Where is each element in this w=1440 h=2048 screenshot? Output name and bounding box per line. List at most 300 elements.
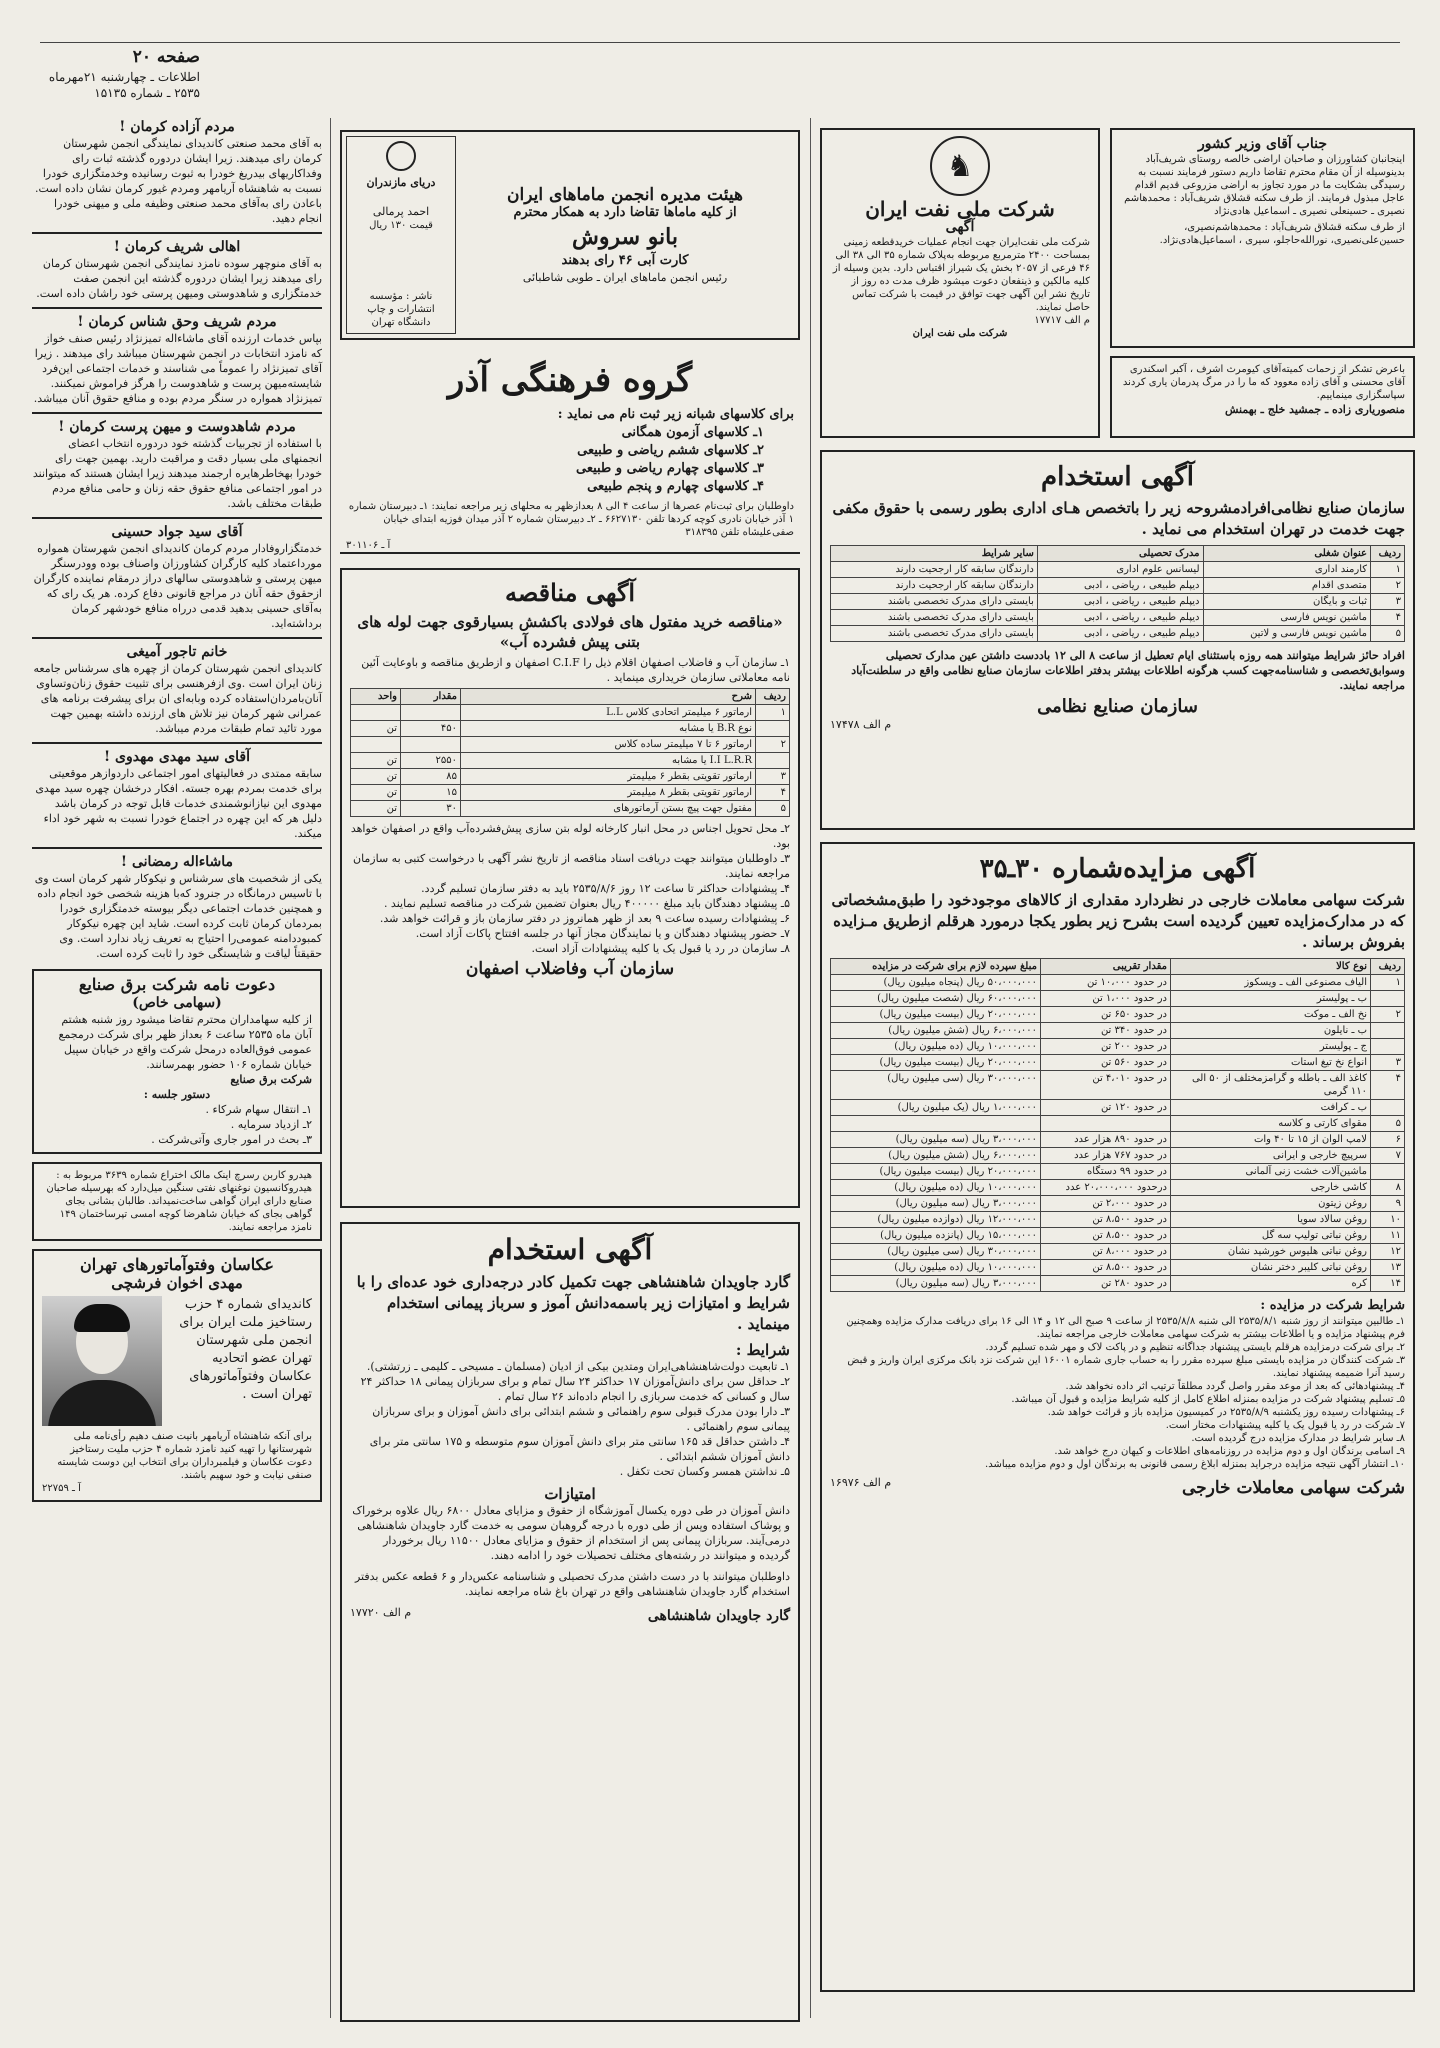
table-cell: در حدود ۷۶۷ هزار عدد bbox=[1041, 1148, 1171, 1164]
table-cell: در حدود ۲۸۰ تن bbox=[1041, 1276, 1171, 1292]
midwives-signer: رئیس انجمن ماماهای ایران ـ طوبی شاطبائی bbox=[522, 270, 728, 284]
ad-1-body: به آقای محمد صنعتی کاندیدای نمایندگی انجمن شهرستان کرمان رای میدهند. زیرا ایشان دردوره گذشته ثبات رای وفداکاریهای بیدریغ خودرا به ثبوت رسانیده وخدمتگزاری خودرا نسبت به شاهنشاه آریامهر ومردم غیور کرمان نشان داده است. باعادن رای به‌آقای محمد صنعتی وظیفه ملی و میهنی خودرا انجام دهید. bbox=[34, 137, 322, 225]
table-row bbox=[831, 991, 1405, 1007]
hire-col-header: عنوان شغلی bbox=[1203, 546, 1371, 562]
tender-clause: ۴ـ پیشنهادات حداکثر تا ساعت ۱۲ روز ۲۵۳۵/۸/۶ باید به دفتر سازمان تسلیم گردد. bbox=[421, 882, 790, 895]
table-row bbox=[831, 1039, 1405, 1055]
table-cell: متصدی اقدام bbox=[1203, 578, 1371, 594]
tender-body: ۱ـ سازمان آب و فاضلاب اصفهان اقلام ذیل را C.I.F اصفهان و ازطریق مناقصه و باوعایت آئین نامه معاملاتی سازمان خریداری مینماید . bbox=[361, 656, 790, 684]
portrait-shoulders bbox=[48, 1380, 156, 1426]
minister-title: جناب آقای وزیر کشور bbox=[1197, 136, 1328, 152]
table-cell: ۴ bbox=[1371, 610, 1405, 626]
midwives-candidate: بانو سروش bbox=[571, 223, 679, 250]
auction-col-header: ردیف bbox=[1371, 959, 1405, 975]
azar-item: ۴ـ کلاسهای چهارم و پنجم طبیعی bbox=[587, 479, 764, 494]
ad-1 bbox=[32, 118, 322, 226]
table-cell: بایستی دارای مدرک تخصصی باشند bbox=[831, 626, 1038, 642]
candidate-portrait bbox=[42, 1296, 162, 1426]
table-row bbox=[351, 753, 790, 769]
table-cell bbox=[1371, 991, 1405, 1007]
table-cell: ۳۰،۰۰۰،۰۰۰ ریال (سی میلیون ریال) bbox=[831, 1071, 1041, 1100]
auction-cond: ۶ـ پیشنهادات رسیده روز یکشنبه ۲۵۳۵/۸/۹ در کمیسیون مزایده باز و قرائت خواهد شد. bbox=[1047, 1407, 1405, 1418]
ad-2-body: به آقای منوچهر سوده نامزد نمایندگی انجمن شهرستان کرمان رای میدهند زیرا ایشان دردوره گذشته این انجمن صفت خدمتگزاری و شاهدوستی ومیهن پرستی خود راشان داده است. bbox=[36, 257, 322, 300]
ad-2 bbox=[32, 238, 322, 301]
table-cell: در حدود ۸،۰۰۰ تن bbox=[1041, 1244, 1171, 1260]
table-cell bbox=[1371, 1023, 1405, 1039]
table-cell: دیپلم طبیعی ، ریاضی ، ادبی bbox=[1037, 626, 1203, 642]
ad-4-title: مردم شاهدوست و میهن پرست کرمان ! bbox=[58, 419, 296, 435]
table-cell: ۲۰،۰۰۰،۰۰۰ ریال (بیست میلیون ریال) bbox=[831, 1007, 1041, 1023]
table-cell bbox=[1371, 1164, 1405, 1180]
midwives-ad bbox=[456, 136, 794, 334]
table-cell bbox=[351, 705, 401, 721]
auction-conds bbox=[830, 1315, 1405, 1471]
auction-cond-title: شرایط شرکت در مزایده : bbox=[1260, 1298, 1405, 1313]
table-row bbox=[831, 1023, 1405, 1039]
table-row bbox=[831, 610, 1405, 626]
table-cell: ۳ bbox=[1371, 1055, 1405, 1071]
table-cell: ۴ bbox=[1371, 1071, 1405, 1100]
military-hire-title: آگهی استخدام bbox=[1041, 462, 1194, 492]
auction-col-header: نوع کالا bbox=[1171, 959, 1371, 975]
hire-col-header: سایر شرایط bbox=[831, 546, 1038, 562]
table-cell: انواع نخ تیغ استات bbox=[1171, 1055, 1371, 1071]
guard-cond: ۱ـ تابعیت دولت‌شاهنشاهی‌ایران ومتدین بیکی از ادیان (مسلمان ـ مسیحی ـ کلیمی ـ زرتشتی). bbox=[366, 1360, 790, 1373]
table-cell: ۸۵ bbox=[401, 769, 461, 785]
table-cell: ۶،۰۰۰،۰۰۰ ریال (شش میلیون ریال) bbox=[831, 1148, 1041, 1164]
table-cell: در حدود ۱۰،۰۰۰ تن bbox=[1041, 975, 1171, 991]
tender-table bbox=[350, 688, 790, 817]
table-cell: لیسانس علوم اداری bbox=[1037, 562, 1203, 578]
right-column bbox=[820, 128, 1415, 2018]
book-emblem-icon bbox=[386, 141, 416, 171]
table-cell: ۱۴ bbox=[1371, 1276, 1405, 1292]
table-cell: در حدود ۱۲۰ تن bbox=[1041, 1100, 1171, 1116]
ad-3-title: مردم شریف وحق شناس کرمان ! bbox=[77, 314, 277, 330]
divider bbox=[32, 412, 322, 414]
table-cell: در حدود ۸۹۰ هزار عدد bbox=[1041, 1132, 1171, 1148]
tender-subject: «مناقصه خرید مفتول های فولادی باکشش بسیارقوی جهت لوله های بتنی پیش فشرده آب» bbox=[357, 613, 783, 651]
table-cell: ج ـ پولیستر bbox=[1171, 1039, 1371, 1055]
table-cell: ارماتور ۶ تا ۷ میلیمتر ساده کلاس bbox=[461, 737, 756, 753]
table-row bbox=[831, 562, 1405, 578]
divider bbox=[32, 517, 322, 519]
nioc-signer: شرکت ملی نفت ایران bbox=[912, 328, 1008, 339]
invitation-notice bbox=[32, 969, 322, 1154]
invitation-subtitle: (سهامی خاص) bbox=[132, 995, 222, 1011]
table-row bbox=[831, 1180, 1405, 1196]
table-cell: در حدود ۲،۰۰۰ تن bbox=[1041, 1196, 1171, 1212]
tender-col-header: واحد bbox=[351, 689, 401, 705]
table-cell: در حدود ۶۵۰ تن bbox=[1041, 1007, 1171, 1023]
photographer-ad bbox=[32, 1249, 322, 1502]
guard-perks-title: امتیازات bbox=[544, 1485, 596, 1503]
table-cell: ۱ bbox=[1371, 975, 1405, 991]
minister-letter bbox=[1110, 128, 1415, 348]
tender-ad bbox=[340, 568, 800, 1208]
column-rule bbox=[810, 118, 811, 2018]
ad-1-title: مردم آزاده کرمان ! bbox=[119, 119, 235, 135]
table-cell: ۵ bbox=[1371, 1116, 1405, 1132]
table-cell: دیپلم طبیعی ، ریاضی ، ادبی bbox=[1037, 578, 1203, 594]
ad-7-body: سابقه ممتدی در فعالیتهای امور اجتماعی داردوازهر موقعیتی برای خدمت بمردم بهره جسته. افکار درخشان چهره سید مهدی مهدوی این نیازانوشمندی خدمات قابل توجه در کرمان باشد دلیل هر که این چهره در اجتماع خودرا نسبت به شهر خود اداء میکند. bbox=[35, 767, 322, 840]
table-cell: روغن سالاد سویا bbox=[1171, 1212, 1371, 1228]
table-row bbox=[351, 769, 790, 785]
table-cell: ۸ bbox=[1371, 1180, 1405, 1196]
thanks-signer: منصوریاری زاده ـ جمشید خلج ـ بهمنش bbox=[1225, 403, 1405, 416]
table-row bbox=[831, 578, 1405, 594]
military-hire-footer: افراد حائز شرایط میتوانند همه روزه باستثنای ایام تعطیل از ساعت ۸ الی ۱۲ باددست داشتن عین مدارک تحصیلی وسوابق‌تخصصی و شناسنامه‌جهت کسب هرگونه اطلاعات بیشتر بدفتر اطلاعات سازمان صنایع نظامی واقع در سلطنت‌آباد مراجعه نمایند. bbox=[851, 649, 1405, 692]
book-publisher: ناشر : مؤسسه انتشارات و چاپ دانشگاه تهران bbox=[367, 291, 435, 328]
ad-4-body: با استفاده از تجربیات گذشته خود دردوره انتخاب اعضای انجمنهای ملی بسیار دقت و مراقبت دارید. بهمین جهت رای خودرا بهخاطرهایره ارجمند میدهند زیرا ایشان هستند که میتوانند در امور اجتماعی منافع حقوق حقه زنان و حامی منافع مردم طبقات مختلف باشد. bbox=[32, 437, 322, 510]
table-row bbox=[831, 1196, 1405, 1212]
table-cell: ماشین نویس فارسی bbox=[1203, 610, 1371, 626]
table-cell bbox=[1371, 1100, 1405, 1116]
tender-col-header: مقدار bbox=[401, 689, 461, 705]
table-cell: ۲ bbox=[756, 737, 790, 753]
invitation-body: از کلیه سهامداران محترم تقاضا میشود روز شنبه هشتم آبان ماه ۲۵۳۵ ساعت ۶ بعداز ظهر برای شرکت درمجمع عمومی فوق‌العاده درمحل شرکت واقع در خیابان سپیل خیابان شماره ۱۰۶ حضور بهمرسانند. bbox=[58, 1013, 312, 1071]
table-cell: کاشی خارجی bbox=[1171, 1180, 1371, 1196]
photo-ad-body: کاندیدای شماره ۴ حزب رستاخیز ملت ایران برای انجمن ملی شهرستان تهران عضو اتحادیه عکاسان وفتوآماتورهای تهران است . bbox=[179, 1297, 312, 1402]
ad-6-title: خانم تاجور آمیغی bbox=[126, 644, 228, 660]
table-cell bbox=[1041, 1116, 1171, 1132]
divider bbox=[32, 307, 322, 309]
auction-cond: ۲ـ برای شرکت درمزایده هرقلم بایستی پیشنهاد جداگانه تنظیم و در پاکت لاک و مهر شده تسلیم گردد. bbox=[985, 1342, 1405, 1353]
auction-cond: ۸ـ سایر شرایط در مدارک مزایده درج گردیده است. bbox=[1191, 1433, 1405, 1444]
table-row bbox=[831, 626, 1405, 642]
ad-8 bbox=[32, 853, 322, 961]
thanks-body: باعرض تشکر از زحمات کمیته‌آقای کیومرث اشرف ، آکبر اسکندری‌ آقای محسنی و آقای زاده معوود که ما را در مرگ پدرمان یاری کردند سپاسگزاری مینماییم. bbox=[1122, 364, 1405, 401]
table-cell: ۹ bbox=[1371, 1196, 1405, 1212]
guard-cond: ۲ـ حداقل سن برای دانش‌آموزان ۱۷ حداکثر ۲۴ سال تمام و برای سربازان پیمانی ۱۸ حداکثر ۲۴ سال و کسانی که خدمت سربازی را انجام داده‌اند ۲۶ سال تمام . bbox=[360, 1375, 790, 1403]
table-cell: دیپلم طبیعی ، ریاضی ، ادبی bbox=[1037, 610, 1203, 626]
page-number: صفحه ۲۰ bbox=[132, 47, 200, 67]
table-cell: ۴ bbox=[756, 785, 790, 801]
photo-ad-code: آ ـ ۲۲۷۵۹ bbox=[42, 1483, 81, 1494]
ad-3 bbox=[32, 313, 322, 406]
tender-clause: ۳ـ داوطلبان میتوانند جهت دریافت اسناد مناقصه از تاریخ نشر آگهی با درخواست کتبی به سازمان مراجعه نمایند. bbox=[352, 852, 790, 880]
table-cell: ب ـ نایلون bbox=[1171, 1023, 1371, 1039]
left-column bbox=[32, 118, 322, 2018]
table-cell: ارماتور تقویتی بقطر ۶ میلیمتر bbox=[461, 769, 756, 785]
minister-body2: از طرف سکنه قشلاق شریف‌آباد : محمدهاشم‌نصیری، حسین‌علی‌نصیری، نورالله‌حاجلو، سیری ، اسماعیل‌هادی‌نژاد. bbox=[1159, 222, 1405, 246]
table-cell: ۱۳ bbox=[1371, 1260, 1405, 1276]
thanks-notice bbox=[1110, 356, 1415, 438]
table-row bbox=[351, 721, 790, 737]
table-cell: ۲ bbox=[1371, 1007, 1405, 1023]
table-row bbox=[831, 1228, 1405, 1244]
photo-ad-footer: برای آنکه شاهنشاه آریامهر بانیت صنف دهیم رأی‌نامه ملی شهرستانها را تهیه کنید نامزد شماره ۴ حزب ملیت رستاخیز دعوت عکاسان و فیلمبرداران برای انتخاب این دوست شایسته صنفی نیابت و خود سهیم باشند. bbox=[57, 1431, 312, 1481]
table-cell: ۶ bbox=[1371, 1132, 1405, 1148]
table-cell: ۳۰ bbox=[401, 801, 461, 817]
hire-col-header: ردیف bbox=[1371, 546, 1405, 562]
nioc-body: شرکت ملی نفت‌ایران جهت انجام عملیات خریدقطعه زمینی بمساحت ۲۴۰۰ مترمربع مربوطه به‌پلاک شماره ۳۵ الی ۳۸ الی ۴۶ فرعی از ۲۰۵۷ بخش یک شیراز اقتباس دارد. بدین وسیله از کلیه مالکین و ذینفعان دعوت میشود ظرف مدت ده روز از تاریخ نشر این آگهی جهت توافق در قیمت با شرکت تماس حاصل نمایند. bbox=[832, 237, 1090, 313]
table-cell: ۵ bbox=[1371, 626, 1405, 642]
auction-col-header: مبلغ سپرده لازم برای شرکت در مزایده bbox=[831, 959, 1041, 975]
table-cell: ب ـ پولیستر bbox=[1171, 991, 1371, 1007]
table-cell: ۱ bbox=[756, 705, 790, 721]
table-cell: ب ـ کرافت bbox=[1171, 1100, 1371, 1116]
table-cell: ۲ bbox=[1371, 578, 1405, 594]
table-cell: دارندگان سابقه کار ارجحیت دارند bbox=[831, 578, 1038, 594]
table-row bbox=[831, 1132, 1405, 1148]
guard-note: داوطلبان میتوانند با در دست داشتن مدرک تحصیلی و شناسنامه عکس‌دار و ۶ قطعه عکس بدفتر استخدام گارد جاویدان شاهنشاهی واقع در تهران باغ شاه مراجعه نمایند. bbox=[354, 1570, 790, 1598]
table-cell: در حدود ۸،۵۰۰ تن bbox=[1041, 1212, 1171, 1228]
table-cell: در حدود ۱،۰۰۰ تن bbox=[1041, 991, 1171, 1007]
azar-footer: داوطلبان برای ثبت‌نام عصرها از ساعت ۴ الی ۸ بعدازظهر به محلهای زیر مراجعه نمایند: ۱ـ دبیرستان شماره ۱ آذر خیابان نادری کوچه کردها تلفن ۶۶۲۷۱۳۰ ـ ۲ـ دبیرستان شماره ۲ آذر میدان فوزیه ابتدای خیابان صفی‌علیشاه تلفن ۳۱۸۳۹۵ bbox=[348, 501, 794, 538]
ad-7-title: آقای سید مهدی مهدوی ! bbox=[103, 749, 251, 765]
midwives-body2: کارت آبی ۴۶ رای بدهند bbox=[561, 252, 689, 268]
table-cell: درحدود ۲۰،۰۰۰،۰۰۰ عدد bbox=[1041, 1180, 1171, 1196]
table-cell: در حدود ۵۶۰ تن bbox=[1041, 1055, 1171, 1071]
table-row bbox=[831, 1212, 1405, 1228]
table-cell: ۱۰،۰۰۰،۰۰۰ ریال (ده میلیون ریال) bbox=[831, 1180, 1041, 1196]
agenda-item: ۲ـ ازدیاد سرمایه . bbox=[230, 1118, 312, 1131]
photo-ad-name: مهدی اخوان فرشچی bbox=[111, 1274, 243, 1292]
table-cell bbox=[756, 753, 790, 769]
table-row bbox=[831, 1148, 1405, 1164]
table-cell: ۳ bbox=[1371, 594, 1405, 610]
table-row bbox=[351, 785, 790, 801]
table-cell: در حدود ۸،۵۰۰ تن bbox=[1041, 1260, 1171, 1276]
table-cell: ۶،۰۰۰،۰۰۰ ریال (شش میلیون ریال) bbox=[831, 1023, 1041, 1039]
photo-ad-title: عکاسان وفتوآماتورهای تهران bbox=[80, 1255, 274, 1274]
table-cell: روغن زیتون bbox=[1171, 1196, 1371, 1212]
auction-rows bbox=[831, 975, 1405, 1292]
top-rule bbox=[40, 42, 1400, 43]
agenda-item: ۱ـ انتقال سهام شرکاء . bbox=[205, 1103, 312, 1116]
auction-cond: ۱۰ـ انتشار آگهی نتیجه مزایده درجراید بمنزله ابلاغ رسمی قانونی به برندگان اول و دوم مزایده میباشد. bbox=[985, 1459, 1405, 1470]
azar-item: ۳ـ کلاسهای چهارم ریاضی و طبیعی bbox=[575, 461, 764, 476]
tender-clause: ۵ـ پیشنهاد دهندگان باید مبلغ ۴۰۰۰۰۰ ریال بعنوان تضمین شرکت در مناقصه تسلیم نمایند . bbox=[383, 897, 790, 910]
guard-hire-ad bbox=[340, 1222, 800, 2022]
table-cell: ۱۵ bbox=[401, 785, 461, 801]
table-cell bbox=[831, 1116, 1041, 1132]
table-cell: در حدود ۸،۵۰۰ تن bbox=[1041, 1228, 1171, 1244]
midwives-title: هیئت مدیره انجمن ماماهای ایران bbox=[507, 184, 743, 205]
guard-code: م الف ۱۷۷۲۰ bbox=[350, 1606, 412, 1619]
table-cell: ۱۲،۰۰۰،۰۰۰ ریال (دوازده میلیون ریال) bbox=[831, 1212, 1041, 1228]
table-row bbox=[831, 1071, 1405, 1100]
table-row bbox=[831, 1164, 1405, 1180]
table-row bbox=[351, 737, 790, 753]
table-cell: ۳ bbox=[756, 769, 790, 785]
patent-body: هیدرو کاربن رسرچ اینک مالک اختراع شماره ۳۶۳۹ مربوط به : هیدروکانسیون نوغنهای نفتی سنگین میل‌دارد که بهرسیله صاحبان صنایع دارای ایران گواهی ساخت‌نمیداند. طالبان بشانی بجای گواهی بجای که خیابان شاهرضا کوچه امسی تپرساختمان ۱۴۹ نامزد مراجعه نمایند. bbox=[46, 1170, 312, 1233]
table-row bbox=[831, 1276, 1405, 1292]
table-row bbox=[831, 1116, 1405, 1132]
auction-title: آگهی مزایده‌شماره ۳۰ـ۳۵ bbox=[979, 854, 1256, 884]
guard-perks: دانش آموزان در طی دوره یکسال آموزشگاه از حقوق و مزایای معادل ۶۸۰۰ ریال علاوه برخوراک و پوشاک استفاده وپس از طی دوره با درجه گروهبان سومی به خدمت گارد جاویدان شاهنشاهی درمی‌آیند. سربازان پیمانی پس از استخدام از حقوق و مزایای معادل ۱۱۵۰۰ ریال برخوردار گردیده و میتوانند در رشته‌های مختلف تحصیلات خود را ادامه دهند. bbox=[352, 1504, 790, 1562]
table-cell: در حدود ۴،۰۱۰ تن bbox=[1041, 1071, 1171, 1100]
table-cell: ۱ bbox=[1371, 562, 1405, 578]
table-row bbox=[831, 594, 1405, 610]
tender-clause: ۶ـ پیشنهادات رسیده ساعت ۹ بعد از ظهر همانروز در دفتر سازمان باز و قرائت خواهد شد. bbox=[379, 912, 790, 925]
divider bbox=[32, 742, 322, 744]
azar-title: گروه فرهنگی آذر bbox=[447, 360, 693, 400]
table-cell: تن bbox=[351, 785, 401, 801]
nioc-sub: آگهی bbox=[945, 219, 975, 235]
table-cell: دیپلم طبیعی ، ریاضی ، ادبی bbox=[1037, 594, 1203, 610]
table-cell: در حدود ۳۴۰ تن bbox=[1041, 1023, 1171, 1039]
table-cell bbox=[401, 737, 461, 753]
ad-6 bbox=[32, 643, 322, 736]
tender-signer: سازمان آب وفاضلاب اصفهان bbox=[465, 959, 675, 979]
tender-title: آگهی مناقصه bbox=[504, 578, 636, 607]
table-cell: ۱۱ bbox=[1371, 1228, 1405, 1244]
table-cell: ۲۰،۰۰۰،۰۰۰ ریال (بیست میلیون ریال) bbox=[831, 1055, 1041, 1071]
table-row bbox=[351, 705, 790, 721]
guard-signer: گارد جاویدان شاهنشاهی bbox=[647, 1608, 790, 1624]
table-cell: ۶۰،۰۰۰،۰۰۰ ریال (شصت میلیون ریال) bbox=[831, 991, 1041, 1007]
invitation-title: دعوت نامه شرکت برق صنایع bbox=[78, 975, 276, 994]
table-row bbox=[831, 1007, 1405, 1023]
nioc-code: م الف ۱۷۷۱۷ bbox=[1034, 315, 1090, 326]
auction-cond: ۵ـ تسلیم پیشنهاد شرکت در مزایده بمنزله اطلاع کامل از کلیه شرایط مزایده و قبول آن میباشد. bbox=[1011, 1394, 1405, 1405]
table-cell: کره bbox=[1171, 1276, 1371, 1292]
ad-4 bbox=[32, 418, 322, 511]
auction-table bbox=[830, 958, 1405, 1292]
table-cell: سرپیچ خارجی و ایرانی bbox=[1171, 1148, 1371, 1164]
table-cell: کاغذ الف ـ باطله و گرامزمختلف از ۵۰ الی ۱۱۰ گرمی bbox=[1171, 1071, 1371, 1100]
table-cell: ۱۲ bbox=[1371, 1244, 1405, 1260]
ad-8-body: یکی از شخصیت های سرشناس و نیکوکار شهر کرمان است وی با تاسیس درمانگاه در جنرود که‌با هزینه شخصی خود انجام داده و همچنین خدمات اجتماعی دیگر بیوسته خدمتگزاری خودرا بمردمان کرمان ثابت کرده است. شاید این چهره نیکوکار کمبوددامنه عمومی‌را احتیاج به تعریف زیاد ندارد است. وی حقیقتاً لیاقت و شایستگی خود را ثابت کرده است. bbox=[34, 872, 322, 960]
auction-signer: شرکت سهامی معاملات خارجی bbox=[1181, 1478, 1405, 1498]
minister-body: اینجانبان کشاورزان و صاحبان اراضی خالصه روستای شریف‌آباد بدینوسیله از آن مقام محترم تقاضا داریم دستور فرمایند نسبت به رسیدگی بشکایت ما در مورد تجاوز به اراضی مزروعی قدیم اقدام عاجل مبذول فرمایند. از طرف سکنه قشلاق شریف‌آباد : محمدهاشم نصیری ـ حسینعلی نصیری ـ اسماعیل هادی‌نژاد bbox=[1124, 154, 1405, 217]
azar-code: آ ـ ۳۰۱۱۰۶ bbox=[346, 540, 391, 551]
column-rule bbox=[330, 118, 331, 2018]
issue-info: اطلاعات ـ چهارشنبه ۲۱مهرماه bbox=[48, 70, 200, 84]
table-cell: بایستی دارای مدرک تخصصی باشند bbox=[831, 594, 1038, 610]
azar-item: ۲ـ کلاسهای ششم ریاضی و طبیعی bbox=[577, 443, 764, 458]
table-cell: ماشین نویس فارسی و لاتین bbox=[1203, 626, 1371, 642]
military-hire-table bbox=[830, 545, 1405, 642]
patent-notice bbox=[32, 1162, 322, 1241]
table-cell: روغن نباتی هلیوس خورشید نشان bbox=[1171, 1244, 1371, 1260]
table-cell: ۷ bbox=[1371, 1148, 1405, 1164]
guard-cond: ۵ـ نداشتن همسر وکسان تحت تکفل . bbox=[619, 1465, 790, 1478]
table-cell: ۳،۰۰۰،۰۰۰ ریال (سه میلیون ریال) bbox=[831, 1132, 1041, 1148]
auction-cond: ۷ـ شرکت در رد یا قبول یک یا کلیه پیشنهادات مختار است. bbox=[1165, 1420, 1405, 1431]
military-hire-ad bbox=[820, 450, 1415, 830]
auction-cond: ۴ـ پیشنهادهائی که بعد از موعد مقرر واصل گردد مطلقاً ترتیب اثر داده نخواهد شد. bbox=[1065, 1381, 1405, 1392]
table-cell: ۲۰،۰۰۰،۰۰۰ ریال (بیست میلیون ریال) bbox=[831, 1164, 1041, 1180]
table-cell: ۱۵،۰۰۰،۰۰۰ ریال (پانزده میلیون ریال) bbox=[831, 1228, 1041, 1244]
table-row bbox=[831, 1100, 1405, 1116]
table-cell: ۱۰ bbox=[1371, 1212, 1405, 1228]
table-row bbox=[831, 1260, 1405, 1276]
table-cell: ارماتور تقویتی بقطر ۸ میلیمتر bbox=[461, 785, 756, 801]
table-cell: ۱،۰۰۰،۰۰۰ ریال (یک میلیون ریال) bbox=[831, 1100, 1041, 1116]
table-cell: ۵ bbox=[756, 801, 790, 817]
divider bbox=[32, 847, 322, 849]
table-cell: نوع B.R یا مشابه bbox=[461, 721, 756, 737]
auction-intro: شرکت سهامی معاملات خارجی در نظردارد مقداری از کالاهای موجودخود را طبق‌مشخصاتی که در مدارک‌مزایده تعیین گردیده است بشرح زیر بطور یکجا درمورد هرقلم ازطریق مـزایده بفروش برساند . bbox=[831, 891, 1405, 951]
book-author: احمد پرمالی bbox=[372, 205, 430, 218]
table-cell: کارمند اداری bbox=[1203, 562, 1371, 578]
table-cell bbox=[1371, 1039, 1405, 1055]
midwives-body: از کلیه ماماها تقاضا دارد به همکار محترم bbox=[513, 204, 737, 220]
table-cell: نخ الف ـ موکت bbox=[1171, 1007, 1371, 1023]
auction-ad bbox=[820, 842, 1415, 1992]
table-cell: ۳۰،۰۰۰،۰۰۰ ریال (سی میلیون ریال) bbox=[831, 1244, 1041, 1260]
middle-column bbox=[340, 130, 800, 2020]
table-cell: تن bbox=[351, 769, 401, 785]
guard-cond: ۴ـ داشتن حداقل قد ۱۶۵ سانتی متر برای دانش آموزان سوم متوسطه و ۱۷۵ سانتی متر برای دانش آموزان ششم ابتدائی . bbox=[369, 1435, 790, 1463]
table-cell: ثبات و بایگان bbox=[1203, 594, 1371, 610]
tender-clause: ۷ـ حضور پیشنهاد دهندگان و یا نمایندگان مجاز آنها در جلسه افتتاح پاکات آزاد است. bbox=[415, 927, 790, 940]
page-header bbox=[0, 0, 1440, 110]
table-cell: مفتول جهت پیچ بستن آرماتورهای bbox=[461, 801, 756, 817]
guard-hire-title: آگهی استخدام bbox=[487, 1233, 653, 1266]
table-cell: مقوای کارتی و کلاسه bbox=[1171, 1116, 1371, 1132]
ad-8-title: ماشاءاله رمضانی ! bbox=[120, 854, 234, 870]
top-ads-frame bbox=[340, 130, 800, 340]
table-cell: الیاف مصنوعی الف ـ ویسکوز bbox=[1171, 975, 1371, 991]
auction-code: م الف ۱۶۹۷۶ bbox=[830, 1476, 892, 1489]
table-cell: دارندگان سابقه کار ارجحیت دارند bbox=[831, 562, 1038, 578]
table-row bbox=[351, 801, 790, 817]
table-cell bbox=[756, 721, 790, 737]
table-cell: در حدود ۲۰۰ تن bbox=[1041, 1039, 1171, 1055]
table-cell: ۱۰،۰۰۰،۰۰۰ ریال (ده میلیون ریال) bbox=[831, 1039, 1041, 1055]
nioc-notice bbox=[820, 128, 1100, 438]
invitation-signer: شرکت برق صنایع bbox=[230, 1073, 312, 1086]
table-cell: I.I L.R.R یا مشابه bbox=[461, 753, 756, 769]
auction-cond: ۹ـ اسامی برندگان اول و دوم مزایده در روزنامه‌های اطلاعات و کیهان درج خواهد شد. bbox=[1054, 1446, 1405, 1457]
divider bbox=[32, 637, 322, 639]
issue-number: ۲۵۳۵ ـ شماره ۱۵۱۳۵ bbox=[94, 86, 200, 100]
ad-5-title: آقای سید جواد حسینی bbox=[111, 524, 243, 540]
ad-6-body: کاندیدای انجمن شهرستان کرمان از چهره های سرشناس جامعه زنان ایران است .وی ازفرهنسی برای تثبیت حقوق زنان‌وتساوی آنان‌بامردان‌استفاده کرده وبابه‌ای ان برای پیشرفت برنامه های عمرانی شهر کرمان نیز تلاش های ارزنده داشته بهمین جهت مورد تائید تمام طبقات مردم میباشد. bbox=[33, 662, 322, 735]
table-cell: تن bbox=[351, 753, 401, 769]
ad-5-body: خدمتگزاروفادار مردم کرمان کاندیدای انجمن شهرستان همواره مورداعتماد کلیه کارگران کشاورزان واصناف بوده وودرسنگر میهن پرستی و شاهدوستی سالهای دراز درمقام نماینده کارگران ازحقوق حقه آنان در مراجع قانونی دفاع کرده. هر یک رای که به‌آقای حسینی بدهید قدمی درراه منافع خودشهر کرمان برداشته‌اید. bbox=[33, 542, 322, 630]
table-row bbox=[831, 1244, 1405, 1260]
table-cell: لامپ الوان از ۱۵ تا ۴۰ وات bbox=[1171, 1132, 1371, 1148]
nioc-logo-icon: ♞ bbox=[930, 136, 990, 196]
table-cell: ۳،۰۰۰،۰۰۰ ریال (سه میلیون ریال) bbox=[831, 1276, 1041, 1292]
military-hire-signer: سازمان صنایع نظامی bbox=[1037, 696, 1198, 717]
agenda-title: دستور جلسه : bbox=[143, 1088, 211, 1101]
table-cell: تن bbox=[351, 721, 401, 737]
military-hire-intro: سازمان صنایع نظامی‌افرادمشروحه زیر را باتخصص هـای اداری بطور رسمی با حقوق مکفی جهت خدمت در تهران استخدام می نماید . bbox=[832, 499, 1405, 538]
auction-cond: ۱ـ طالبین میتوانند از روز شنبه ۲۵۳۵/۸/۱ الی شنبه ۲۵۳۵/۸/۸ از ساعت ۹ صبح الی ۱۲ و ۱۴ الی ۱۶ برای دریافت مدارک مزایده وهمچنین فرم پیشنهاد مزایده و یا اطلاعات بیشتر به شرکت سهامی معاملات خارجی مراجعه نمایند. bbox=[846, 1316, 1405, 1340]
table-cell: تن bbox=[351, 801, 401, 817]
table-cell: ۳،۰۰۰،۰۰۰ ریال (سه میلیون ریال) bbox=[831, 1196, 1041, 1212]
guard-cond-title: شرایط : bbox=[735, 1341, 790, 1359]
table-cell: ارماتور ۶ میلیمتر اتحادی کلاس L.L bbox=[461, 705, 756, 721]
table-cell: روغن نباتی تولیپ سه گل bbox=[1171, 1228, 1371, 1244]
table-cell: روغن نباتی کلیبر دختر نشان bbox=[1171, 1260, 1371, 1276]
tender-clause: ۲ـ محل تحویل اجناس در محل انبار کارخانه لوله بتن سازی پیش‌فشرده‌آب واقع در اصفهان خواهد بود. bbox=[350, 822, 790, 850]
table-row bbox=[831, 975, 1405, 991]
azar-ad bbox=[340, 354, 800, 554]
table-cell: بایستی دارای مدرک تخصصی باشند bbox=[831, 610, 1038, 626]
table-cell: ۱۰،۰۰۰،۰۰۰ ریال (ده میلیون ریال) bbox=[831, 1260, 1041, 1276]
table-cell: ۴۵۰ bbox=[401, 721, 461, 737]
tender-clause: ۸ـ سازمان در رد یا قبول یک یا کلیه پیشنهادات آزاد است. bbox=[531, 942, 790, 955]
azar-intro: برای کلاسهای شبانه زیر ثبت نام می نماید : bbox=[557, 407, 794, 422]
tender-col-header: شرح bbox=[461, 689, 756, 705]
table-cell: در حدود ۹۹ دستگاه bbox=[1041, 1164, 1171, 1180]
table-cell bbox=[351, 737, 401, 753]
book-title: دریای مازندران bbox=[366, 176, 436, 189]
table-cell: ۵۰،۰۰۰،۰۰۰ ریال (پنجاه میلیون ریال) bbox=[831, 975, 1041, 991]
book-price: قیمت ۱۳۰ ریال bbox=[369, 220, 433, 231]
ad-7 bbox=[32, 748, 322, 841]
book-ad bbox=[346, 136, 456, 334]
divider bbox=[32, 232, 322, 234]
table-cell: ۲۵۵۰ bbox=[401, 753, 461, 769]
